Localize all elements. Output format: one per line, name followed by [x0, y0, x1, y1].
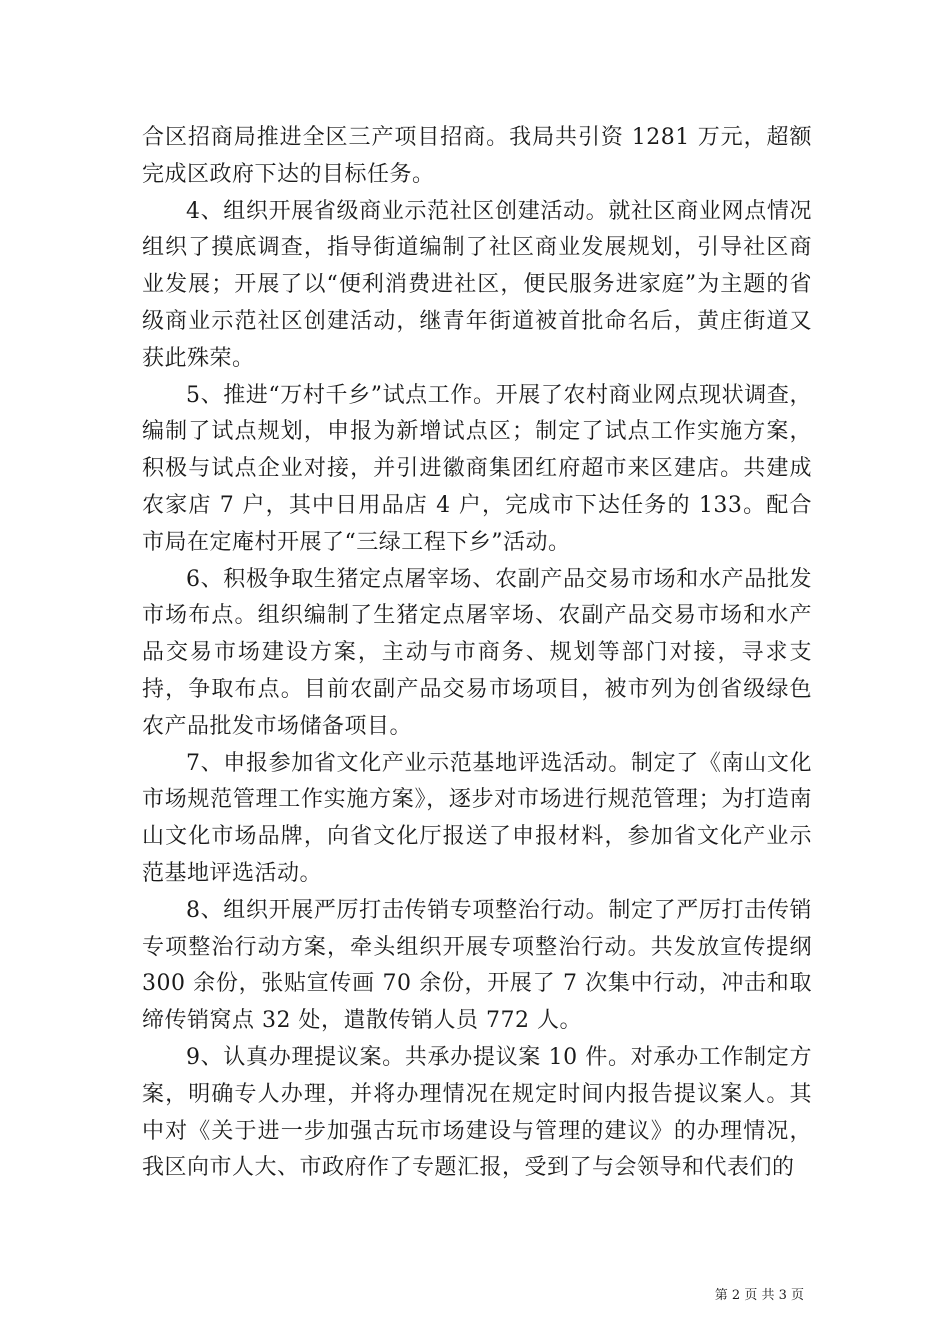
paragraph-item-6: 6、积极争取生猪定点屠宰场、农副产品交易市场和水产品批发市场布点。组织编制了生猪定点屠宰场、农副产品交易市场和水产品交易市场建设方案，主动与市商务、规划等部门对接，寻求支持，争取布点。目前农副产品交易市场项目，被市列为创省级绿色农产品批发市场储备项目。 [142, 566, 812, 739]
paragraph-item-5: 5、推进“万村千乡”试点工作。开展了农村商业网点现状调查，编制了试点规划，申报为新增试点区；制定了试点工作实施方案，积极与试点企业对接，并引进徽商集团红府超市来区建店。共建成农家店 7 户，其中日用品店 4 户，完成市下达任务的 133。配合市局在定庵村开展了“三绿工程下乡”活动。 [142, 382, 812, 555]
page-number-footer: 第 2 页 共 3 页 [714, 1288, 804, 1303]
paragraph-continuation: 合区招商局推进全区三产项目招商。我局共引资 1281 万元，超额完成区政府下达的目标任务。 [142, 125, 812, 187]
paragraph-item-8: 8、组织开展严厉打击传销专项整治行动。制定了严厉打击传销专项整治行动方案，牵头组织开展专项整治行动。共发放宣传提纲 300 余份，张贴宣传画 70 余份，开展了 7 次集中行动，冲击和取缔传销窝点 32 处，遣散传销人员 772 人。 [142, 897, 812, 1034]
paragraph-item-4: 4、组织开展省级商业示范社区创建活动。就社区商业网点情况组织了摸底调查，指导街道编制了社区商业发展规划，引导社区商业发展；开展了以“便利消费进社区，便民服务进家庭”为主题的省级商业示范社区创建活动，继青年街道被首批命名后，黄庄街道又获此殊荣。 [142, 198, 812, 371]
document-body [142, 120, 812, 1187]
paragraph-item-9: 9、认真办理提议案。共承办提议案 10 件。对承办工作制定方案，明确专人办理，并将办理情况在规定时间内报告提议案人。其中对《关于进一步加强古玩市场建设与管理的建议》的办理情况，我区向市人大、市政府作了专题汇报，受到了与会领导和代表们的 [142, 1044, 812, 1181]
paragraph-item-7: 7、申报参加省文化产业示范基地评选活动。制定了《南山文化市场规范管理工作实施方案》，逐步对市场进行规范管理；为打造南山文化市场品牌，向省文化厅报送了申报材料，参加省文化产业示范基地评选活动。 [142, 750, 812, 886]
